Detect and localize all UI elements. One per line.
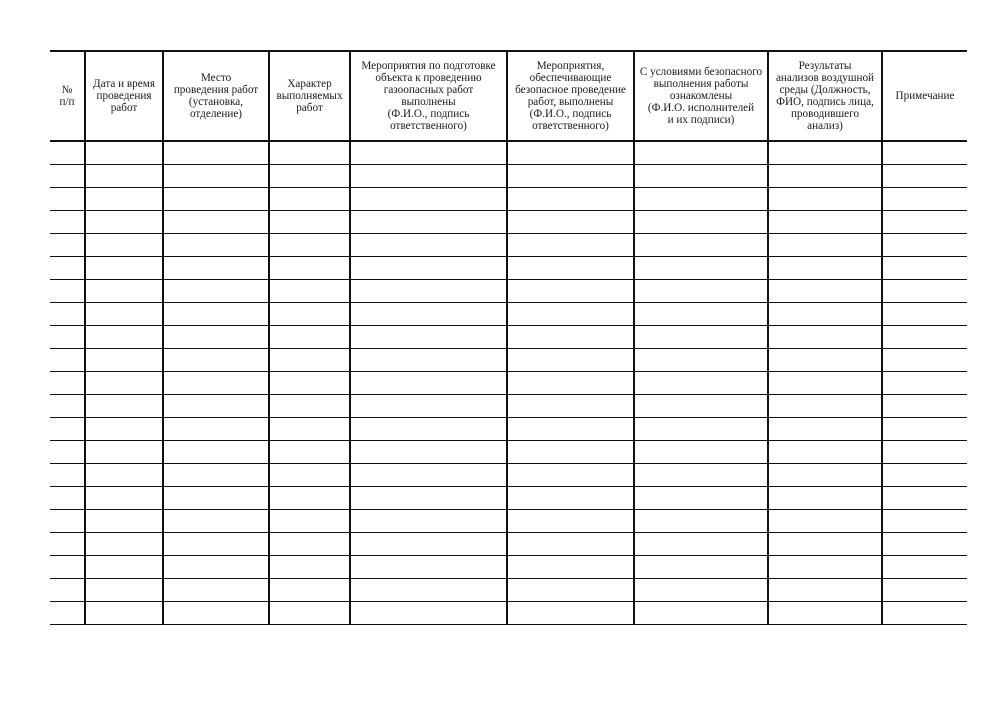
table-cell[interactable] <box>350 510 507 533</box>
table-cell[interactable] <box>768 257 882 280</box>
table-row <box>50 165 967 188</box>
table-row <box>50 556 967 579</box>
table-cell[interactable] <box>163 165 269 188</box>
table-cell[interactable] <box>634 418 768 441</box>
table-cell[interactable] <box>507 372 634 395</box>
table-cell[interactable] <box>634 602 768 625</box>
table-cell[interactable] <box>882 510 967 533</box>
table-cell[interactable] <box>882 211 967 234</box>
table-row <box>50 211 967 234</box>
table-cell[interactable] <box>50 556 85 579</box>
table-cell[interactable] <box>507 487 634 510</box>
table-cell[interactable] <box>507 602 634 625</box>
table-cell[interactable] <box>269 257 350 280</box>
table-cell[interactable] <box>634 395 768 418</box>
table-row <box>50 464 967 487</box>
table-cell[interactable] <box>350 602 507 625</box>
table-cell[interactable] <box>85 579 163 602</box>
table-cell[interactable] <box>350 464 507 487</box>
table-cell[interactable] <box>768 234 882 257</box>
table-cell[interactable] <box>507 579 634 602</box>
table-cell[interactable] <box>50 464 85 487</box>
table-cell[interactable] <box>507 510 634 533</box>
table-cell[interactable] <box>350 395 507 418</box>
table-cell[interactable] <box>882 487 967 510</box>
table-cell[interactable] <box>507 418 634 441</box>
header-air-analysis-results: Результаты анализов воздушной среды (Должность, ФИО, подпись лица, проводившего анализ) <box>768 51 882 141</box>
table-cell[interactable] <box>163 141 269 165</box>
table-cell[interactable] <box>507 280 634 303</box>
table-cell[interactable] <box>507 211 634 234</box>
table-cell[interactable] <box>163 257 269 280</box>
table-cell[interactable] <box>50 165 85 188</box>
table-cell[interactable] <box>163 188 269 211</box>
table-cell[interactable] <box>768 602 882 625</box>
work-log-table <box>50 50 967 625</box>
table-cell[interactable] <box>507 188 634 211</box>
table-cell[interactable] <box>85 510 163 533</box>
table-cell[interactable] <box>163 464 269 487</box>
header-row-number: № п/п <box>50 51 85 141</box>
table-cell[interactable] <box>269 188 350 211</box>
table-cell[interactable] <box>50 418 85 441</box>
table-row <box>50 441 967 464</box>
table-cell[interactable] <box>768 464 882 487</box>
table-cell[interactable] <box>269 418 350 441</box>
table-cell[interactable] <box>634 464 768 487</box>
table-cell[interactable] <box>269 579 350 602</box>
table-cell[interactable] <box>269 602 350 625</box>
table-cell[interactable] <box>882 303 967 326</box>
table-header-row <box>50 51 967 141</box>
table-row <box>50 579 967 602</box>
table-cell[interactable] <box>163 234 269 257</box>
table-cell[interactable] <box>163 510 269 533</box>
table-cell[interactable] <box>507 234 634 257</box>
table-cell[interactable] <box>350 372 507 395</box>
table-cell[interactable] <box>768 533 882 556</box>
table-cell[interactable] <box>634 280 768 303</box>
table-cell[interactable] <box>50 211 85 234</box>
table-cell[interactable] <box>50 372 85 395</box>
table-cell[interactable] <box>50 602 85 625</box>
table-row <box>50 257 967 280</box>
table-row <box>50 372 967 395</box>
header-safety-measures: Мероприятия, обеспечивающие безопасное проведение работ, выполнены (Ф.И.О., подпись ответственного) <box>507 51 634 141</box>
table-cell[interactable] <box>50 579 85 602</box>
table-cell[interactable] <box>269 395 350 418</box>
table-cell[interactable] <box>350 418 507 441</box>
header-work-location: Место проведения работ (установка, отделение) <box>163 51 269 141</box>
table-cell[interactable] <box>85 418 163 441</box>
table-cell[interactable] <box>768 326 882 349</box>
table-cell[interactable] <box>350 556 507 579</box>
table-row <box>50 533 967 556</box>
table-cell[interactable] <box>269 464 350 487</box>
table-cell[interactable] <box>163 395 269 418</box>
table-cell[interactable] <box>163 303 269 326</box>
table-cell[interactable] <box>507 303 634 326</box>
table-row <box>50 349 967 372</box>
table-cell[interactable] <box>882 349 967 372</box>
table-cell[interactable] <box>634 234 768 257</box>
table-cell[interactable] <box>50 234 85 257</box>
table-cell[interactable] <box>507 349 634 372</box>
table-cell[interactable] <box>163 556 269 579</box>
table-cell[interactable] <box>768 556 882 579</box>
table-cell[interactable] <box>85 395 163 418</box>
header-conditions-acknowledged: С условиями безопасного выполнения работы ознакомлены (Ф.И.О. исполнителей и их подписи) <box>634 51 768 141</box>
table-cell[interactable] <box>507 141 634 165</box>
table-row <box>50 326 967 349</box>
table-cell[interactable] <box>634 257 768 280</box>
table-cell[interactable] <box>350 441 507 464</box>
table-cell[interactable] <box>634 141 768 165</box>
header-notes: Примечание <box>882 51 967 141</box>
table-cell[interactable] <box>634 188 768 211</box>
table-cell[interactable] <box>163 211 269 234</box>
table-cell[interactable] <box>768 418 882 441</box>
table-cell[interactable] <box>85 556 163 579</box>
table-cell[interactable] <box>350 579 507 602</box>
table-cell[interactable] <box>634 211 768 234</box>
table-cell[interactable] <box>507 464 634 487</box>
table-cell[interactable] <box>50 257 85 280</box>
table-cell[interactable] <box>269 487 350 510</box>
table-cell[interactable] <box>269 533 350 556</box>
table-cell[interactable] <box>882 141 967 165</box>
table-cell[interactable] <box>768 280 882 303</box>
table-cell[interactable] <box>350 326 507 349</box>
table-cell[interactable] <box>50 510 85 533</box>
table-cell[interactable] <box>634 326 768 349</box>
table-cell[interactable] <box>85 349 163 372</box>
table-cell[interactable] <box>882 464 967 487</box>
table-cell[interactable] <box>634 349 768 372</box>
table-cell[interactable] <box>768 165 882 188</box>
table-cell[interactable] <box>882 441 967 464</box>
table-cell[interactable] <box>50 188 85 211</box>
table-cell[interactable] <box>163 533 269 556</box>
table-cell[interactable] <box>269 303 350 326</box>
table-cell[interactable] <box>507 257 634 280</box>
header-work-nature: Характер выполняемых работ <box>269 51 350 141</box>
table-cell[interactable] <box>350 211 507 234</box>
table-cell[interactable] <box>50 326 85 349</box>
table-row <box>50 510 967 533</box>
table-cell[interactable] <box>634 372 768 395</box>
table-cell[interactable] <box>269 510 350 533</box>
table-cell[interactable] <box>882 579 967 602</box>
table-cell[interactable] <box>507 533 634 556</box>
table-cell[interactable] <box>350 234 507 257</box>
table-cell[interactable] <box>85 326 163 349</box>
table-cell[interactable] <box>882 418 967 441</box>
table-cell[interactable] <box>85 372 163 395</box>
table-cell[interactable] <box>882 188 967 211</box>
table-cell[interactable] <box>768 395 882 418</box>
table-cell[interactable] <box>882 533 967 556</box>
table-cell[interactable] <box>50 395 85 418</box>
table-cell[interactable] <box>634 441 768 464</box>
table-cell[interactable] <box>882 556 967 579</box>
table-cell[interactable] <box>507 326 634 349</box>
table-cell[interactable] <box>882 280 967 303</box>
table-cell[interactable] <box>163 602 269 625</box>
table-cell[interactable] <box>163 579 269 602</box>
table-cell[interactable] <box>882 165 967 188</box>
table-cell[interactable] <box>50 141 85 165</box>
table-cell[interactable] <box>507 441 634 464</box>
table-cell[interactable] <box>163 280 269 303</box>
table-cell[interactable] <box>85 464 163 487</box>
table-cell[interactable] <box>50 280 85 303</box>
table-cell[interactable] <box>768 510 882 533</box>
table-cell[interactable] <box>350 188 507 211</box>
table-row <box>50 487 967 510</box>
table-cell[interactable] <box>350 165 507 188</box>
table-cell[interactable] <box>350 257 507 280</box>
table-cell[interactable] <box>634 556 768 579</box>
table-cell[interactable] <box>768 211 882 234</box>
table-cell[interactable] <box>882 372 967 395</box>
table-cell[interactable] <box>163 349 269 372</box>
table-cell[interactable] <box>768 487 882 510</box>
table-cell[interactable] <box>634 165 768 188</box>
table-cell[interactable] <box>768 188 882 211</box>
table-cell[interactable] <box>163 418 269 441</box>
table-cell[interactable] <box>50 349 85 372</box>
table-cell[interactable] <box>85 257 163 280</box>
table-cell[interactable] <box>882 234 967 257</box>
table-row <box>50 303 967 326</box>
table-cell[interactable] <box>634 579 768 602</box>
table-cell[interactable] <box>163 372 269 395</box>
table-cell[interactable] <box>882 326 967 349</box>
table-cell[interactable] <box>85 234 163 257</box>
table-cell[interactable] <box>85 280 163 303</box>
table-cell[interactable] <box>269 234 350 257</box>
table-cell[interactable] <box>882 257 967 280</box>
table-cell[interactable] <box>768 141 882 165</box>
table-cell[interactable] <box>269 372 350 395</box>
table-cell[interactable] <box>269 141 350 165</box>
table-cell[interactable] <box>269 349 350 372</box>
table-cell[interactable] <box>269 165 350 188</box>
table-cell[interactable] <box>85 188 163 211</box>
table-cell[interactable] <box>85 533 163 556</box>
table-cell[interactable] <box>350 303 507 326</box>
table-cell[interactable] <box>634 303 768 326</box>
table-cell[interactable] <box>269 280 350 303</box>
table-cell[interactable] <box>882 395 967 418</box>
table-cell[interactable] <box>768 441 882 464</box>
table-row <box>50 418 967 441</box>
table-cell[interactable] <box>350 349 507 372</box>
table-row <box>50 188 967 211</box>
table-body <box>50 141 967 625</box>
table-cell[interactable] <box>350 280 507 303</box>
table-cell[interactable] <box>634 510 768 533</box>
table-row <box>50 395 967 418</box>
table-cell[interactable] <box>163 441 269 464</box>
table-cell[interactable] <box>768 303 882 326</box>
table-cell[interactable] <box>768 349 882 372</box>
table-cell[interactable] <box>85 303 163 326</box>
table-row <box>50 141 967 165</box>
table-cell[interactable] <box>350 141 507 165</box>
table-cell[interactable] <box>350 487 507 510</box>
table-cell[interactable] <box>50 441 85 464</box>
table-cell[interactable] <box>882 602 967 625</box>
header-date-time: Дата и время проведения работ <box>85 51 163 141</box>
table-cell[interactable] <box>350 533 507 556</box>
table-cell[interactable] <box>85 141 163 165</box>
table-cell[interactable] <box>768 372 882 395</box>
table-cell[interactable] <box>507 395 634 418</box>
table-cell[interactable] <box>269 556 350 579</box>
table-cell[interactable] <box>85 487 163 510</box>
table-cell[interactable] <box>269 441 350 464</box>
table-cell[interactable] <box>269 211 350 234</box>
table-cell[interactable] <box>85 602 163 625</box>
table-cell[interactable] <box>507 165 634 188</box>
table-cell[interactable] <box>163 487 269 510</box>
table-cell[interactable] <box>50 487 85 510</box>
table-row <box>50 234 967 257</box>
table-cell[interactable] <box>85 211 163 234</box>
table-row <box>50 280 967 303</box>
table-cell[interactable] <box>85 165 163 188</box>
table-cell[interactable] <box>634 533 768 556</box>
table-cell[interactable] <box>50 533 85 556</box>
table-row <box>50 602 967 625</box>
gas-hazard-work-log-form <box>50 50 967 625</box>
table-cell[interactable] <box>85 441 163 464</box>
header-preparation-measures: Мероприятия по подготовке объекта к проведению газоопасных работ выполнены (Ф.И.О., подпись ответственного) <box>350 51 507 141</box>
table-cell[interactable] <box>634 487 768 510</box>
table-cell[interactable] <box>50 303 85 326</box>
table-cell[interactable] <box>163 326 269 349</box>
table-cell[interactable] <box>269 326 350 349</box>
table-cell[interactable] <box>507 556 634 579</box>
table-cell[interactable] <box>768 579 882 602</box>
